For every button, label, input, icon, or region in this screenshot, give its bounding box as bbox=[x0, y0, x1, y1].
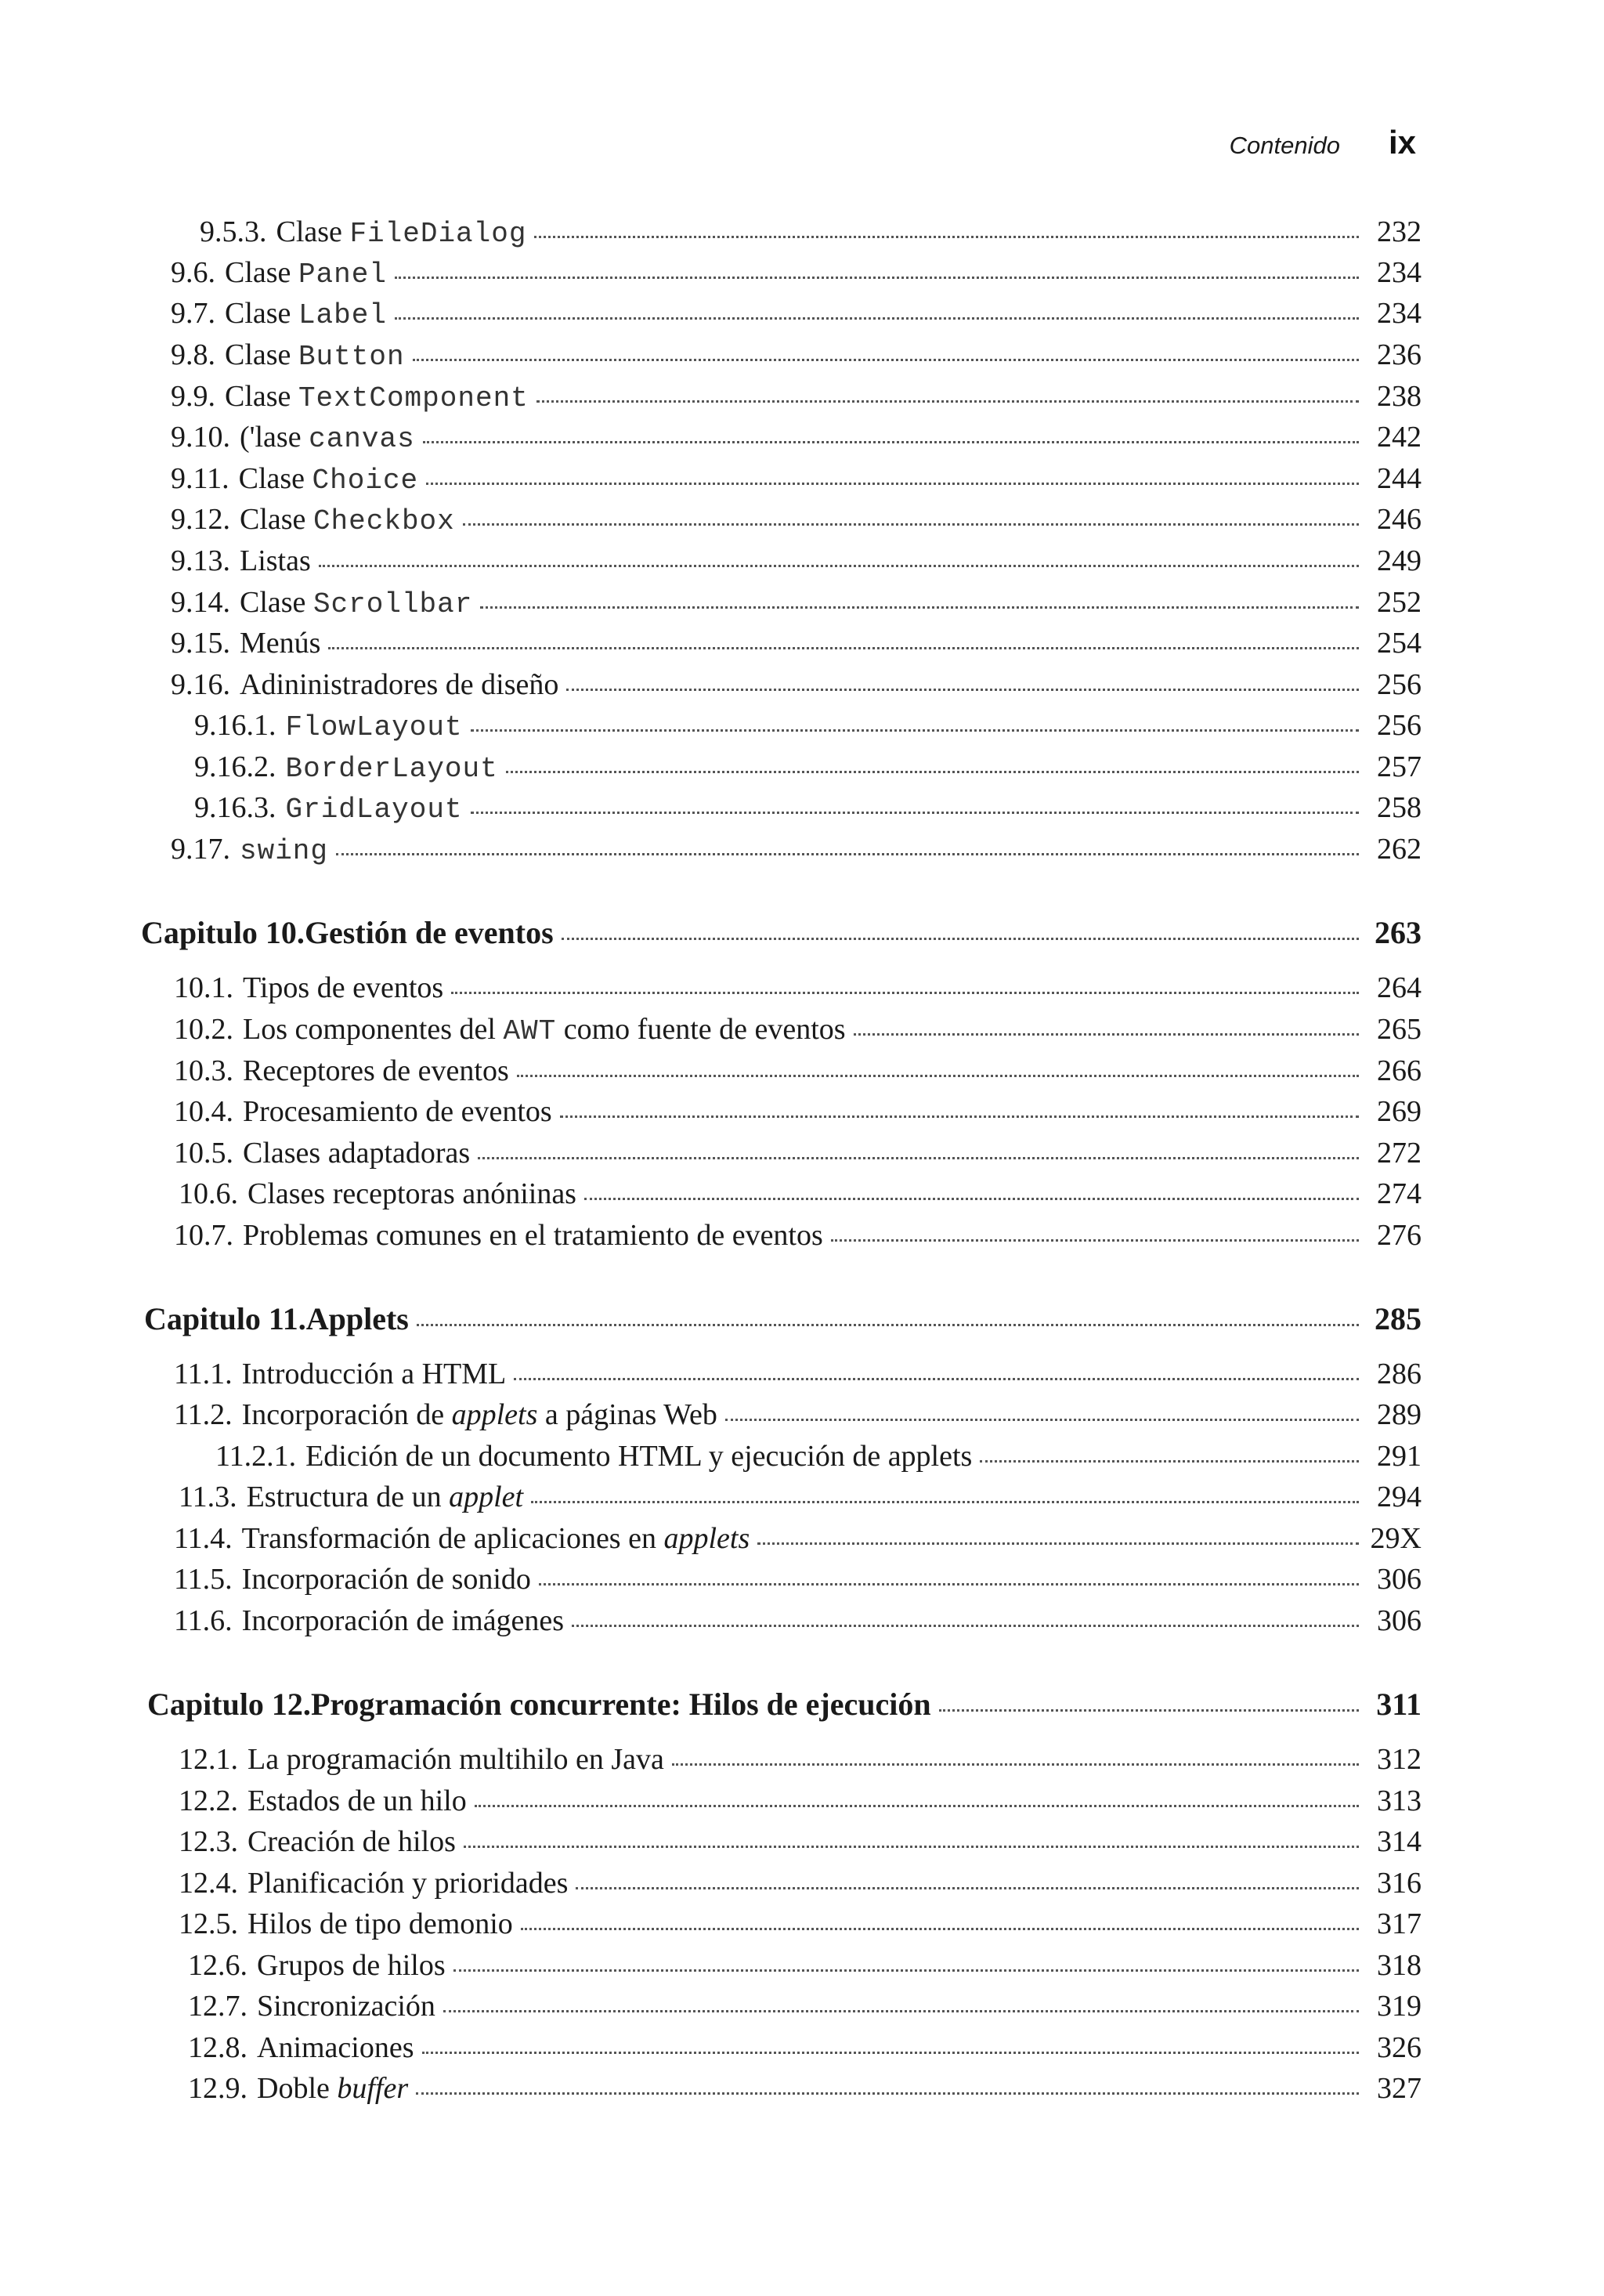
toc-page-number: 256 bbox=[1377, 668, 1422, 701]
toc-code-term: AWT bbox=[503, 1015, 557, 1047]
toc-title-text: Tipos de eventos bbox=[243, 971, 444, 1004]
toc-title-text: Menús bbox=[240, 627, 321, 660]
toc-italic-term: applets bbox=[451, 1398, 538, 1431]
toc-page-number: 311 bbox=[1376, 1687, 1422, 1722]
toc-page-number: 262 bbox=[1377, 833, 1422, 866]
toc-entry-row[interactable] bbox=[194, 750, 1422, 784]
toc-entry-title bbox=[240, 544, 311, 578]
toc-entry-row[interactable] bbox=[171, 255, 1422, 290]
toc-entry-row[interactable] bbox=[171, 832, 1422, 866]
toc-entry-row[interactable] bbox=[215, 1439, 1422, 1473]
toc-entry-number: 9.16. bbox=[171, 668, 230, 701]
toc-code-term: FileDialog bbox=[349, 218, 527, 250]
toc-page-number: 265 bbox=[1377, 1013, 1422, 1046]
dot-leader bbox=[417, 1324, 1359, 1326]
toc-entry-number: 12.9. bbox=[188, 2072, 247, 2105]
toc-entry-row[interactable] bbox=[171, 667, 1422, 702]
toc-entry-row[interactable] bbox=[174, 1562, 1422, 1596]
toc-entry-number: 10.1. bbox=[174, 971, 233, 1004]
toc-title-text: Incorporación de imágenes bbox=[241, 1604, 565, 1637]
toc-entry-number: 11.1. bbox=[174, 1358, 233, 1390]
dot-leader bbox=[566, 689, 1359, 691]
toc-code-term: FlowLayout bbox=[285, 711, 463, 743]
toc-entry-number: 12.1. bbox=[179, 1743, 238, 1776]
toc-entry-row[interactable] bbox=[171, 544, 1422, 578]
toc-code-term: Scrollbar bbox=[312, 588, 473, 620]
toc-page-number: 234 bbox=[1377, 256, 1422, 289]
toc-title-text: Receptores de eventos bbox=[243, 1054, 509, 1087]
toc-entry-title bbox=[276, 215, 527, 250]
dot-leader bbox=[464, 1846, 1359, 1848]
toc-title-text: Programación concurrente: Hilos de ejecución bbox=[310, 1687, 931, 1722]
dot-leader bbox=[521, 1928, 1359, 1930]
toc-entry-number: 9.6. bbox=[171, 256, 215, 289]
toc-page-number: 252 bbox=[1377, 586, 1422, 619]
toc-page-number: 234 bbox=[1377, 297, 1422, 330]
toc-entry-row[interactable] bbox=[174, 1521, 1422, 1556]
toc-entry-title bbox=[243, 1012, 846, 1047]
toc-entry-title bbox=[240, 420, 415, 455]
toc-entry-title bbox=[306, 1300, 409, 1337]
toc-title-text: Planificación y prioridades bbox=[247, 1867, 569, 1900]
toc-page-number: 264 bbox=[1377, 971, 1422, 1004]
toc-entry-number: 10.6. bbox=[179, 1177, 238, 1210]
toc-entry-number: 12.8. bbox=[188, 2031, 247, 2064]
toc-entry-number: 9.16.3. bbox=[194, 791, 276, 824]
dot-leader bbox=[395, 277, 1359, 279]
dot-leader bbox=[413, 359, 1359, 361]
toc-entry-title bbox=[242, 1521, 750, 1556]
dot-leader bbox=[725, 1419, 1359, 1421]
toc-entry-title bbox=[225, 296, 387, 331]
toc-entry-title bbox=[243, 1094, 552, 1129]
toc-entry-title bbox=[243, 1136, 470, 1170]
toc-entry-number: 9.11. bbox=[171, 462, 229, 495]
header-page-number: ix bbox=[1388, 124, 1416, 161]
toc-entry-title bbox=[311, 1686, 931, 1723]
toc-entry-number: 10.5. bbox=[174, 1137, 233, 1170]
toc-entry-number: 11.6. bbox=[174, 1604, 233, 1637]
toc-italic-term: applet bbox=[449, 1481, 524, 1513]
toc-page-number: 246 bbox=[1377, 503, 1422, 536]
header-label: Contenido bbox=[1229, 132, 1340, 159]
toc-chapter-row[interactable] bbox=[144, 1300, 1422, 1335]
toc-title-text: Clase bbox=[238, 462, 305, 495]
dot-leader bbox=[451, 992, 1359, 994]
toc-entry-row[interactable] bbox=[171, 585, 1422, 620]
toc-page-number: 318 bbox=[1377, 1949, 1422, 1982]
toc-code-term: BorderLayout bbox=[285, 753, 498, 785]
toc-page-number: 269 bbox=[1377, 1095, 1422, 1128]
toc-entry-row[interactable] bbox=[188, 1989, 1422, 2023]
toc-entry-title bbox=[225, 338, 405, 373]
toc-title-text: Incorporación de sonido bbox=[241, 1563, 531, 1596]
dot-leader bbox=[506, 771, 1359, 773]
dot-leader bbox=[480, 606, 1359, 609]
dot-leader bbox=[471, 729, 1359, 732]
toc-entry-row[interactable] bbox=[200, 215, 1422, 249]
toc-title-text: Estados de un hilo bbox=[247, 1784, 467, 1817]
toc-page-number: 285 bbox=[1375, 1301, 1422, 1336]
toc-entry-number: 12.5. bbox=[179, 1907, 238, 1940]
toc-code-term: swing bbox=[240, 835, 329, 867]
toc-page-number: 327 bbox=[1377, 2072, 1422, 2105]
toc-code-term: Checkbox bbox=[312, 505, 455, 537]
dot-leader bbox=[426, 483, 1359, 485]
toc-entry-row[interactable] bbox=[188, 2071, 1422, 2106]
toc-entry-number: 12.3. bbox=[179, 1825, 238, 1858]
toc-entry-row[interactable] bbox=[179, 1177, 1422, 1211]
toc-title-text: como fuente de eventos bbox=[563, 1013, 846, 1046]
toc-title-text: Edición de un documento HTML y ejecución de applets bbox=[305, 1440, 973, 1473]
dot-leader bbox=[395, 317, 1359, 320]
toc-title-text: ('lase bbox=[240, 421, 302, 454]
dot-leader bbox=[475, 1805, 1359, 1807]
toc-entry-title bbox=[247, 1907, 513, 1941]
toc-entry-title bbox=[240, 667, 558, 702]
toc-entry-title bbox=[242, 1357, 507, 1391]
toc-entry-title bbox=[242, 1604, 565, 1638]
toc-entry-number: 11.2.1. bbox=[215, 1440, 297, 1473]
toc-entry-number: 9.10. bbox=[171, 421, 230, 454]
toc-entry-row[interactable] bbox=[174, 1136, 1422, 1170]
toc-entry-number: 12.4. bbox=[179, 1867, 238, 1900]
toc-entry-number: 11.2. bbox=[174, 1398, 233, 1431]
toc-entry-row[interactable] bbox=[174, 1054, 1422, 1088]
toc-page-number: 326 bbox=[1377, 2031, 1422, 2064]
toc-entry-number: Capitulo 12. bbox=[147, 1687, 311, 1722]
toc-title-text: Listas bbox=[240, 544, 311, 577]
toc-entry-title bbox=[243, 1054, 509, 1088]
toc-title-text: Hilos de tipo demonio bbox=[247, 1907, 513, 1940]
toc-page-number: 242 bbox=[1377, 421, 1422, 454]
dot-leader bbox=[672, 1763, 1359, 1766]
dot-leader bbox=[831, 1239, 1359, 1242]
toc-entry-title bbox=[240, 626, 320, 660]
toc-title-text: Applets bbox=[305, 1301, 409, 1336]
toc-entry-number: 10.7. bbox=[174, 1219, 233, 1252]
toc-chapter-row[interactable] bbox=[147, 1686, 1422, 1720]
toc-title-text: Sincronización bbox=[257, 1990, 435, 2023]
toc-title-text: Estructura de un bbox=[246, 1481, 442, 1513]
toc-page-number: 263 bbox=[1375, 915, 1422, 950]
toc-entry-row[interactable] bbox=[194, 790, 1422, 825]
toc-page-number: 313 bbox=[1377, 1784, 1422, 1817]
toc-code-term: Button bbox=[298, 341, 405, 373]
toc-title-text: Gestión de eventos bbox=[304, 915, 554, 950]
toc-code-term: Panel bbox=[298, 259, 387, 291]
toc-title-text: a páginas Web bbox=[544, 1398, 717, 1431]
toc-page-number: 316 bbox=[1377, 1867, 1422, 1900]
toc-title-text: La programación multihilo en Java bbox=[247, 1743, 664, 1776]
toc-page-number: 254 bbox=[1377, 627, 1422, 660]
toc-page-number: 294 bbox=[1377, 1481, 1422, 1513]
toc-entry-number: 9.13. bbox=[171, 544, 230, 577]
dot-leader bbox=[572, 1625, 1359, 1627]
dot-leader bbox=[531, 1501, 1359, 1503]
toc-page-number: 258 bbox=[1377, 791, 1422, 824]
toc-entry-row[interactable] bbox=[171, 338, 1422, 372]
toc-entry-number: Capitulo 10. bbox=[141, 915, 305, 950]
dot-leader bbox=[584, 1198, 1359, 1200]
toc-page-number: 317 bbox=[1377, 1907, 1422, 1940]
toc-page-number: 249 bbox=[1377, 544, 1422, 577]
toc-title-text: Animaciones bbox=[257, 2031, 414, 2064]
toc-entry-row[interactable] bbox=[174, 1012, 1422, 1047]
toc-page-number: 314 bbox=[1377, 1825, 1422, 1858]
dot-leader bbox=[463, 523, 1359, 526]
toc-title-text: Clase bbox=[225, 380, 291, 413]
toc-entry-number: 10.4. bbox=[174, 1095, 233, 1128]
toc-entry-number: 9.7. bbox=[171, 297, 215, 330]
toc-title-text: Procesamiento de eventos bbox=[243, 1095, 552, 1128]
toc-entry-title bbox=[257, 2071, 408, 2106]
toc-page-number: 276 bbox=[1377, 1219, 1422, 1252]
dot-leader bbox=[939, 1709, 1359, 1712]
dot-leader bbox=[423, 441, 1359, 443]
toc-entry-title bbox=[243, 1218, 823, 1253]
toc-entry-title bbox=[242, 1397, 717, 1432]
toc-entry-row[interactable] bbox=[188, 2030, 1422, 2065]
toc-page-number: 286 bbox=[1377, 1358, 1422, 1390]
toc-page-number: 291 bbox=[1377, 1440, 1422, 1473]
toc-entry-row[interactable] bbox=[188, 1948, 1422, 1983]
toc-entry-row[interactable] bbox=[171, 420, 1422, 454]
toc-entry-number: 9.16.1. bbox=[194, 709, 276, 742]
toc-entry-row[interactable] bbox=[171, 296, 1422, 331]
toc-page-number: 266 bbox=[1377, 1054, 1422, 1087]
toc-page-number: 319 bbox=[1377, 1990, 1422, 2023]
toc-entry-title bbox=[247, 1784, 467, 1818]
toc-code-term: canvas bbox=[309, 423, 415, 455]
dot-leader bbox=[443, 2010, 1359, 2012]
toc-entry-row[interactable] bbox=[179, 1907, 1422, 1941]
toc-entry-title bbox=[247, 1742, 664, 1777]
toc-italic-term: applets bbox=[663, 1522, 750, 1555]
toc-title-text: Grupos de hilos bbox=[257, 1949, 446, 1982]
toc-page-number: 272 bbox=[1377, 1137, 1422, 1170]
toc-title-text: Introducción a HTML bbox=[241, 1358, 507, 1390]
toc-title-text: Clase bbox=[225, 256, 291, 289]
toc-code-term: Label bbox=[298, 299, 387, 331]
toc-title-text: Clases receptoras anóniinas bbox=[247, 1177, 576, 1210]
toc-entry-title bbox=[240, 832, 328, 867]
dot-leader bbox=[536, 400, 1359, 403]
toc-entry-row[interactable] bbox=[179, 1784, 1422, 1818]
dot-leader bbox=[576, 1887, 1359, 1889]
toc-entry-number: 10.3. bbox=[174, 1054, 233, 1087]
toc-title-text: Transformación de aplicaciones en bbox=[241, 1522, 656, 1555]
toc-page-number: 306 bbox=[1377, 1604, 1422, 1637]
dot-leader bbox=[416, 2092, 1359, 2095]
toc-entry-row[interactable] bbox=[179, 1480, 1422, 1514]
toc-title-text: Clase bbox=[225, 297, 291, 330]
toc-page-number: 312 bbox=[1377, 1743, 1422, 1776]
toc-title-text: Los componentes del bbox=[243, 1013, 496, 1046]
toc-page-number: 274 bbox=[1377, 1177, 1422, 1210]
toc-entry-title bbox=[225, 255, 387, 291]
toc-entry-number: 9.15. bbox=[171, 627, 230, 660]
toc-entry-number: 9.16.2. bbox=[194, 750, 276, 783]
toc-page-number: 29X bbox=[1370, 1522, 1422, 1555]
toc-code-term: Choice bbox=[312, 465, 419, 497]
toc-entry-number: 9.14. bbox=[171, 586, 230, 619]
dot-leader bbox=[453, 1969, 1359, 1972]
toc-entry-title bbox=[240, 502, 455, 537]
toc-page-number: 238 bbox=[1377, 380, 1422, 413]
toc-entry-title bbox=[225, 379, 529, 414]
toc-title-text: Adininistradores de diseño bbox=[240, 668, 559, 701]
toc-entry-row[interactable] bbox=[171, 626, 1422, 660]
toc-page-number: 232 bbox=[1377, 215, 1422, 248]
toc-entry-number: 9.17. bbox=[171, 833, 230, 866]
toc-entry-number: 12.2. bbox=[179, 1784, 238, 1817]
toc-entry-title bbox=[286, 708, 463, 743]
dot-leader bbox=[560, 1115, 1359, 1118]
dot-leader bbox=[478, 1157, 1359, 1159]
dot-leader bbox=[854, 1033, 1359, 1036]
toc-title-text: Clase bbox=[276, 215, 342, 248]
dot-leader bbox=[757, 1542, 1359, 1545]
toc-entry-title bbox=[286, 750, 498, 785]
toc-entry-number: 9.12. bbox=[171, 503, 230, 536]
toc-page-number: 256 bbox=[1377, 709, 1422, 742]
toc-title-text: Doble bbox=[257, 2072, 330, 2105]
toc-entry-number: 11.5. bbox=[174, 1563, 233, 1596]
dot-leader bbox=[539, 1583, 1359, 1586]
toc-entry-title bbox=[257, 2030, 414, 2065]
toc-entry-title bbox=[247, 1824, 456, 1859]
toc-title-text: Clase bbox=[240, 586, 306, 619]
dot-leader bbox=[422, 2052, 1359, 2054]
toc-entry-row[interactable] bbox=[174, 1218, 1422, 1253]
toc-page-number: 236 bbox=[1377, 338, 1422, 371]
toc-entry-number: 9.8. bbox=[171, 338, 215, 371]
toc-title-text: Clase bbox=[225, 338, 291, 371]
toc-entry-number: 12.6. bbox=[188, 1949, 247, 1982]
toc-title-text: Problemas comunes en el tratamiento de eventos bbox=[243, 1219, 823, 1252]
toc-entry-title bbox=[286, 790, 463, 826]
toc-page-number: 306 bbox=[1377, 1563, 1422, 1596]
toc-entry-title bbox=[247, 1177, 576, 1211]
dot-leader bbox=[319, 565, 1359, 567]
toc-entry-row[interactable] bbox=[174, 1094, 1422, 1129]
toc-entry-title bbox=[247, 1866, 568, 1900]
toc-entry-title bbox=[257, 1989, 435, 2023]
dot-leader bbox=[336, 853, 1359, 855]
toc-entry-title bbox=[247, 1480, 524, 1514]
toc-entry-row[interactable] bbox=[174, 1357, 1422, 1391]
toc-page-number: 244 bbox=[1377, 462, 1422, 495]
toc-title-text: Creación de hilos bbox=[247, 1825, 456, 1858]
toc-chapter-row[interactable] bbox=[141, 914, 1422, 949]
toc-entry-row[interactable] bbox=[174, 1397, 1422, 1432]
toc-title-text: Incorporación de bbox=[241, 1398, 445, 1431]
dot-leader bbox=[328, 647, 1359, 649]
toc-entry-number: Capitulo 11. bbox=[144, 1301, 306, 1336]
toc-entry-title bbox=[239, 461, 419, 497]
toc-entry-title bbox=[240, 585, 472, 620]
toc-entry-title bbox=[257, 1948, 446, 1983]
toc-entry-number: 10.2. bbox=[174, 1013, 233, 1046]
toc-entry-title bbox=[305, 914, 554, 951]
toc-entry-title bbox=[242, 1562, 531, 1596]
toc-entry-title bbox=[243, 971, 443, 1005]
toc-entry-row[interactable] bbox=[171, 502, 1422, 537]
toc-entry-row[interactable] bbox=[171, 379, 1422, 414]
toc-entry-row[interactable] bbox=[194, 708, 1422, 743]
toc-entry-row[interactable] bbox=[179, 1742, 1422, 1777]
dot-leader bbox=[980, 1460, 1359, 1463]
dot-leader bbox=[471, 812, 1359, 814]
dot-leader bbox=[514, 1378, 1359, 1380]
toc-page-number: 257 bbox=[1377, 750, 1422, 783]
toc-entry-title bbox=[305, 1439, 972, 1473]
toc-entry-number: 9.5.3. bbox=[200, 215, 267, 248]
toc-entry-number: 11.3. bbox=[179, 1481, 237, 1513]
toc-code-term: GridLayout bbox=[285, 794, 463, 826]
toc-code-term: TextComponent bbox=[298, 382, 529, 414]
toc-title-text: Clases adaptadoras bbox=[243, 1137, 471, 1170]
toc-page-number: 289 bbox=[1377, 1398, 1422, 1431]
toc-entry-number: 12.7. bbox=[188, 1990, 247, 2023]
toc-entry-row[interactable] bbox=[174, 1604, 1422, 1638]
dot-leader bbox=[562, 938, 1359, 940]
toc-entry-row[interactable] bbox=[179, 1824, 1422, 1859]
toc-entry-number: 9.9. bbox=[171, 380, 215, 413]
toc-entry-row[interactable] bbox=[171, 461, 1422, 496]
dot-leader bbox=[534, 236, 1359, 238]
toc-title-text: Clase bbox=[240, 503, 306, 536]
toc-entry-number: 11.4. bbox=[174, 1522, 233, 1555]
toc-italic-term: buffer bbox=[337, 2072, 409, 2105]
toc-entry-row[interactable] bbox=[179, 1866, 1422, 1900]
dot-leader bbox=[517, 1075, 1359, 1077]
toc-entry-row[interactable] bbox=[174, 971, 1422, 1005]
